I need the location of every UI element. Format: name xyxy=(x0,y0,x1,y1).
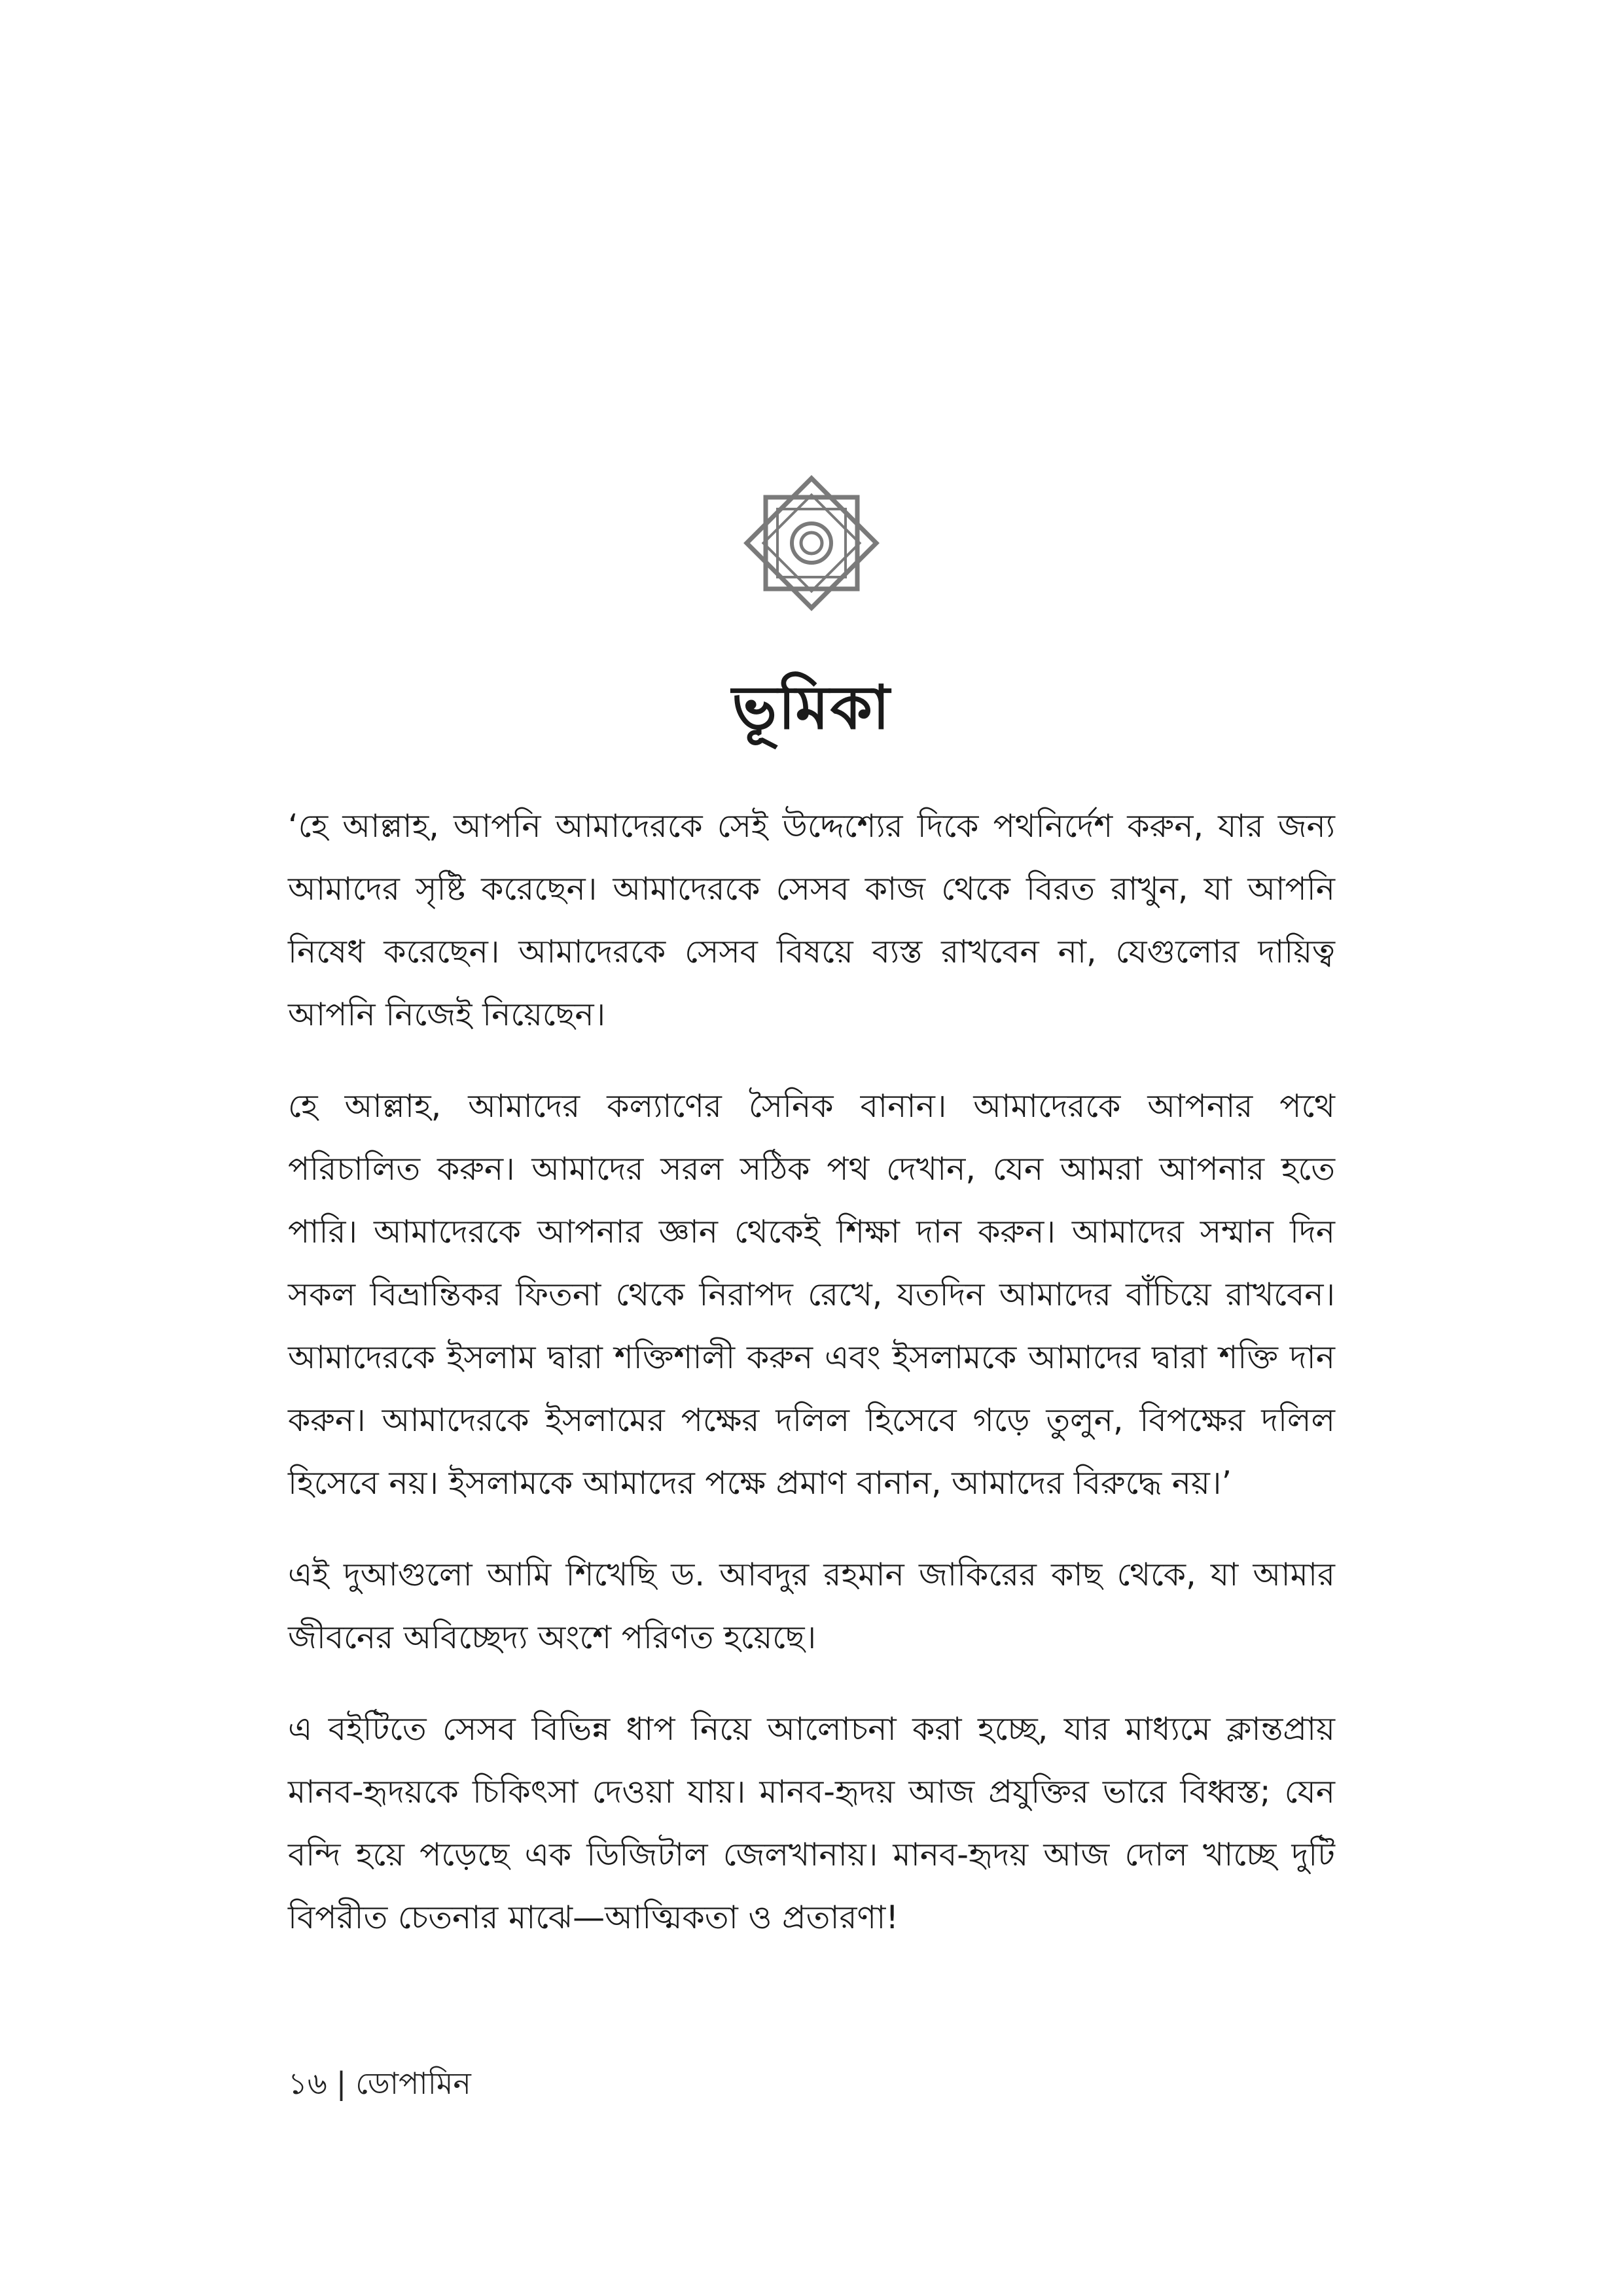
octagram-ornament-icon xyxy=(740,471,883,615)
footer-separator: | xyxy=(336,2066,347,2101)
paragraph-2: হে আল্লাহ, আমাদের কল্যাণের সৈনিক বানান। আমাদেরকে আপনার পথে পরিচালিত করুন। আমাদের সরল সঠিক পথ দেখান, যেন আমরা আপনার হতে পারি। আমাদেরকে আপনার জ্ঞান থেকেই শিক্ষা দান করুন। আমাদের সম্মান দিন সকল বিভ্রান্তিকর ফিতনা থেকে নিরাপদ রেখে, যতদিন আমাদের বাঁচিয়ে রাখবেন। আমাদেরকে ইসলাম দ্বারা শক্তিশালী করুন এবং ইসলামকে আমাদের দ্বারা শক্তি দান করুন। আমাদেরকে ইসলামের পক্ষের দলিল হিসেবে গড়ে তুলুন, বিপক্ষের দলিল হিসেবে নয়। ইসলামকে আমাদের পক্ষে প্রমাণ বানান, আমাদের বিরুদ্ধে নয়।’ xyxy=(288,1087,1335,1502)
page-number: ১৬ xyxy=(288,2066,327,2101)
body-text xyxy=(288,795,1335,1978)
page-title: ভূমিকা xyxy=(732,673,891,743)
page-footer xyxy=(288,2061,471,2111)
paragraph-4: এ বইটিতে সেসব বিভিন্ন ধাপ নিয়ে আলোচনা করা হচ্ছে, যার মাধ্যমে ক্লান্তপ্রায় মানব-হৃদয়কে চিকিৎসা দেওয়া যায়। মানব-হৃদয় আজ প্রযুক্তির ভারে বিধ্বস্ত; যেন বন্দি হয়ে পড়েছে এক ডিজিটাল জেলখানায়। মানব-হৃদয় আজ দোল খাচ্ছে দুটি বিপরীত চেতনার মাঝে—আত্মিকতা ও প্রতারণা! xyxy=(288,1710,1335,1936)
book-title: ডোপামিন xyxy=(355,2066,471,2101)
paragraph-3: এই দুআগুলো আমি শিখেছি ড. আবদুর রহমান জাকিরের কাছ থেকে, যা আমার জীবনের অবিচ্ছেদ্য অংশে পরিণত হয়েছে। xyxy=(288,1556,1335,1656)
paragraph-1: ‘হে আল্লাহ, আপনি আমাদেরকে সেই উদ্দেশ্যের দিকে পথনির্দেশ করুন, যার জন্য আমাদের সৃষ্টি করেছেন। আমাদেরকে সেসব কাজ থেকে বিরত রাখুন, যা আপনি নিষেধ করেছেন। আমাদেরকে সেসব বিষয়ে ব্যস্ত রাখবেন না, যেগুলোর দায়িত্ব আপনি নিজেই নিয়েছেন। xyxy=(288,807,1335,1033)
